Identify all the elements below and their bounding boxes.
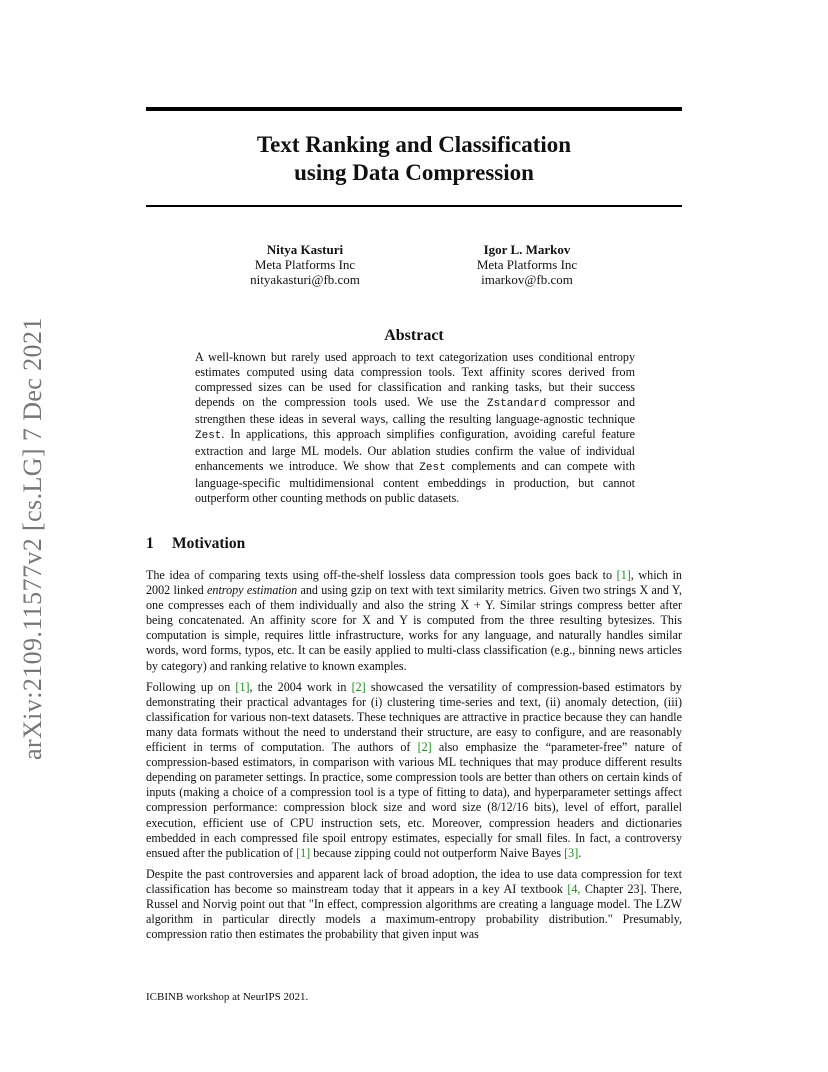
section-title: Motivation [172, 535, 246, 552]
paragraph-text: because zipping could not outperform Naive Bayes [310, 845, 565, 860]
abstract-body [195, 350, 635, 506]
paragraph [146, 867, 682, 942]
author-block [220, 242, 390, 287]
paragraph-text: , the 2004 work in [249, 679, 352, 694]
author-email[interactable]: nityakasturi@fb.com [250, 272, 360, 287]
author-block [442, 242, 612, 287]
citation-link[interactable]: [1] [296, 845, 311, 860]
section-heading [146, 535, 245, 553]
code-term: Zstandard [487, 398, 547, 410]
citation-link[interactable]: [1] [616, 568, 631, 582]
paragraph [146, 680, 682, 861]
author-name: Nitya Kasturi [266, 242, 344, 257]
citation-link[interactable]: [2] [351, 679, 366, 694]
author-affiliation: Meta Platforms Inc [254, 257, 356, 272]
abstract-text: compressor and strengthen these ideas in several ways, calling the resulting language-agnostic technique [195, 395, 636, 426]
code-term: Zest [195, 430, 222, 442]
page-footer: ICBINB workshop at NeurIPS 2021. [146, 991, 309, 1003]
paragraph-text: Chapter 23]. There, Russel and Norvig point out that "In effect, compression algorithms are creating a language model. The LZW algorithm in particular directly models a maximum-entropy probability distribution." Presumably, compression ratio then estimates the probability that given input was [146, 881, 683, 942]
abstract-text: . In applications, this approach simplifies configuration, avoiding careful feature extraction and large ML models. Our ablation studies confirm the value of individual enhancements we introduce. We show that [195, 427, 635, 473]
author-affiliation: Meta Platforms Inc [476, 257, 578, 272]
citation-link[interactable]: [1] [235, 679, 250, 694]
citation-link[interactable]: [4, [567, 881, 581, 896]
section-body [146, 568, 682, 948]
emphasis-text: entropy estimation [207, 583, 298, 598]
abstract-text: complements and can compete with language-specific multidimensional content embeddings in production, but cannot outperform other counting methods on public datasets. [195, 459, 636, 505]
paragraph-text: and using gzip on text with text similarity metrics. Given two strings X and Y, one compresses each of them individually and also the string X + Y. Similar strings compress better after being concatenated. An affinity score for X and Y is computed from the three resulting bytesizes. This computation is simple, requires little infrastructure, works for any language, and naturally handles similar words, word forms, typos, etc. It can be easily applied to multi-class classification (e.g., binning news articles by category) and ranking relative to known examples. [146, 583, 682, 673]
abstract-heading: Abstract [384, 327, 444, 344]
citation-link[interactable]: [3] [564, 845, 579, 860]
arxiv-identifier: arXiv:2109.11577v2 [cs.LG] 7 Dec 2021 [18, 317, 47, 760]
paragraph [146, 568, 682, 674]
paragraph-text: The idea of comparing texts using off-the-shelf lossless data compression tools goes back to [146, 568, 617, 582]
paper-title [146, 131, 682, 187]
paragraph-text: . [578, 845, 582, 860]
paragraph-text: Despite the past controversies and apparent lack of broad adoption, the idea to use data compression for text classification has become so mainstream today that it appears in a key AI textbook [146, 866, 682, 896]
section-number: 1 [146, 535, 154, 552]
citation-link[interactable]: [2] [417, 740, 432, 755]
code-term: Zest [419, 462, 446, 474]
title-line-1: Text Ranking and Classification [256, 132, 572, 157]
paragraph-text: showcased the versatility of compression-based estimators by demonstrating their practical advantages for (i) clustering time-series and text, (ii) anomaly detection, (iii) classification for various non-text datasets. These techniques are attractive in practice because they can handle many data formats without the need to understand their structure, are easy to configure, and are reasonably efficient in terms of computation. The authors of [146, 679, 682, 755]
abstract-text: A well-known but rarely used approach to text categorization uses conditional entropy estimates computed using data compression tools. Text affinity scores derived from compressed sizes can be used for classification and ranking tasks, but their success depends on the compression tools used. We use the [195, 350, 635, 409]
paragraph-text: also emphasize the “parameter-free” nature of compression-based estimators, in comparison with various ML techniques that may produce different results depending on parameter settings. In practice, some compression tools are better than others on certain kinds of inputs (making a choice of a compression tool is a type of fitting to data), and hyperparameter settings affect compression performance: compression block size and word size (8/12/16 bits), level of effort, parallel execution, efficient use of CPU instruction sets, etc. Moreover, compression headers and dictionaries embedded in each compressed file spoil entropy estimates, especially for small files. In fact, a controversy ensued after the publication of [146, 740, 682, 860]
title-bottom-rule [146, 205, 682, 207]
paragraph-text: , which in 2002 linked [146, 568, 682, 598]
author-email[interactable]: imarkov@fb.com [481, 272, 573, 287]
title-line-2: using Data Compression [294, 160, 534, 185]
title-top-rule [146, 107, 682, 111]
paragraph-text: Following up on [146, 679, 236, 694]
author-name: Igor L. Markov [483, 242, 571, 257]
